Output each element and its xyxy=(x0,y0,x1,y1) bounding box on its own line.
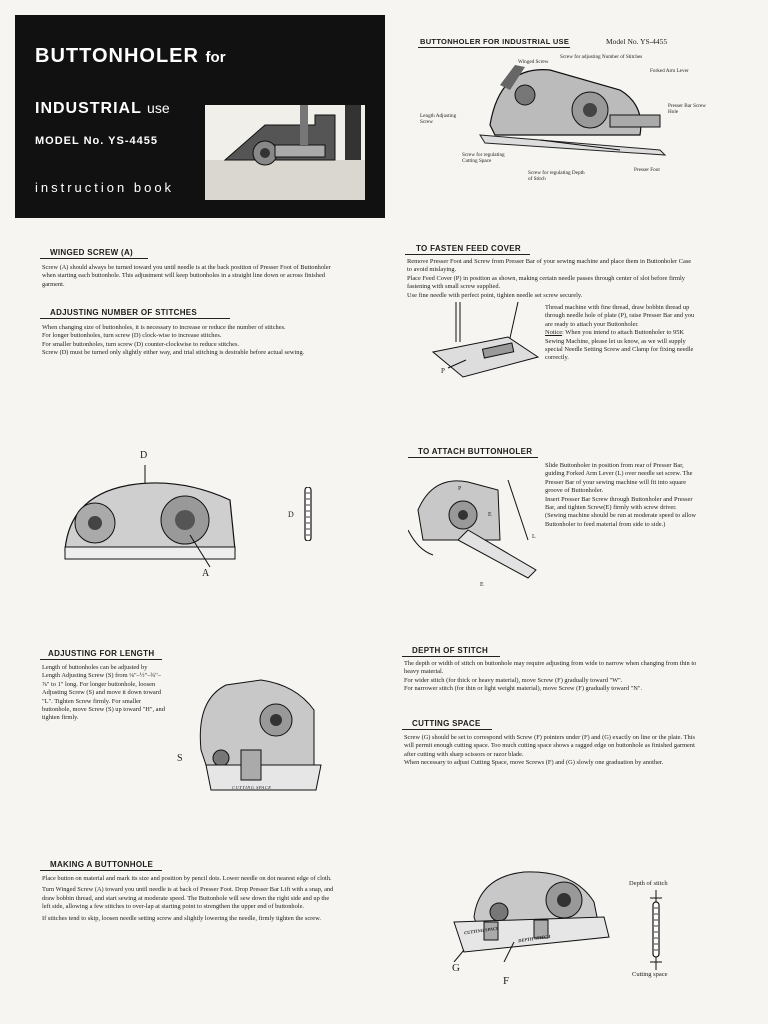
attach-fig-label-e: E xyxy=(488,512,492,518)
stitches-heading: ADJUSTING NUMBER OF STITCHES xyxy=(50,308,198,317)
making-para: If stitches tend to skip, loosen needle setting screw and slightly lowering the needle, firmly tighten the screw. xyxy=(42,914,321,922)
stitch-adjuster-figure xyxy=(60,455,240,570)
feed-cover-notice xyxy=(545,329,698,363)
winged-screw-heading: WINGED SCREW (A) xyxy=(50,248,134,257)
cutting-line: Screw (G) should be set to correspond with Screw (F) pointers under (F) and (G) exactly on line or the plate. This will permit enough cutting space. Too much cutting space shows a ragged edge on buttonhole as finished garment after cutting with sharp scissors or razor blade. xyxy=(404,734,695,758)
cutting-rule xyxy=(402,729,492,730)
label-length-adjusting: Length Adjusting Screw xyxy=(420,113,457,125)
notice-label: Notice xyxy=(545,329,563,337)
length-text: Length of buttonholes can be adjusted by Length Adjusting Screw (S) from ⅛"–½"–¾"–⅞" to 1" long. For longer buttonhole, loosen Adjusting Screw (S) and move it down toward "L". Tighten Screw firmly. For smaller buttonhole, move Screw (S) up toward "H", and tighten firmly. xyxy=(42,664,165,722)
length-fig-caption: CUTTING SPACE xyxy=(232,785,272,790)
depth-line: For wider stitch (for thick or heavy material), move Screw (F) gradually toward "W". xyxy=(404,676,623,684)
making-text xyxy=(42,875,337,923)
attach-line: Insert Presser Bar Screw through Buttonholer and Presser Bar, and tighten Screw(E) firmly with screw driver. xyxy=(545,495,693,512)
cutting-heading: CUTTING SPACE xyxy=(412,719,481,728)
stitch-column-figure xyxy=(303,487,313,541)
label-forked-arm: Forked Arm Lever xyxy=(650,68,689,74)
length-adjuster-figure xyxy=(186,670,326,795)
feed-cover-rule xyxy=(405,254,530,255)
attach-fig-label-l: L xyxy=(532,534,536,540)
notice-text: : When you intend to attach Buttonholer to 95K Sewing Machine, please let us know, as we will supply special Needle Setting Screw and Clamp for fixing needle correctly. xyxy=(545,329,694,362)
attach-line: (Sewing machine should be run at moderate speed to allow Buttonholer to feed material from side to side.) xyxy=(545,512,697,528)
feed-cover-heading: TO FASTEN FEED COVER xyxy=(416,244,521,253)
fig-label-d: D xyxy=(140,450,148,461)
label-cutting-space: Screw for regulating Cutting Space xyxy=(462,152,505,164)
winged-screw-text: Screw (A) should always be turned toward you until needle is at the back position of Presser Foot of Buttonholer when starting each buttonhole. This adjustment will keep buttonholes in a straight line down or across finished garment. xyxy=(42,264,331,288)
stitches-line: Screw (D) must be turned only slightly either way, and trial stitching is desirable before actual sewing. xyxy=(42,349,305,357)
attach-figure xyxy=(408,470,540,582)
attach-fig-label-e2: E xyxy=(480,582,484,588)
cover-title-for: for xyxy=(205,49,226,66)
attach-line: Slide Buttonholer in position from rear of Presser Bar, guiding Forked Arm Lever (L) over needle set screw. The Presser Bar of your sewing machine will fit into square groove of Buttonholer. xyxy=(545,462,693,495)
length-rule xyxy=(40,659,162,660)
cover-title xyxy=(35,45,226,68)
cover-line2-use: use xyxy=(147,100,170,116)
stitches-rule xyxy=(40,318,230,319)
attach-heading: TO ATTACH BUTTONHOLER xyxy=(418,447,533,456)
plate-text-depth: DEPTH STITCH xyxy=(517,933,551,944)
stitches-line: For smaller buttonholes, turn screw (D) counter-clockwise to reduce stitches. xyxy=(42,340,240,348)
stitches-line: When changing size of buttonholes, it is necessary to increase or reduce the number of stitches. xyxy=(42,324,286,331)
feed-cover-line: Remove Presser Foot and Screw from Presser Bar of your sewing machine and place them in Buttonholer Case to avoid mislaying. xyxy=(407,258,692,274)
feed-cover-fig-label: P xyxy=(441,367,445,375)
plate-text-cutting: CUTTING SPACE xyxy=(463,925,500,936)
label-presser-bar-hole: Presser Bar Screw Hole xyxy=(668,103,707,115)
feed-cover-line: Place Feed Cover (P) in position as shown, making certain needle passes through center of slot before firmly fastening with small screw supplied. xyxy=(407,274,685,291)
cutting-line: When necessary to adjust Cutting Space, move Screws (F) and (G) slowly one graduation by another. xyxy=(404,759,664,767)
cover-line2-main: INDUSTRIAL xyxy=(35,100,142,117)
diagram-title: BUTTONHOLER FOR INDUSTRIAL USE xyxy=(420,37,570,46)
depth-text xyxy=(404,660,700,694)
cover-book-label: instruction book xyxy=(35,180,175,195)
attach-fig-label-p: P xyxy=(458,486,462,492)
making-para: Place button on material and mark its size and position by pencil dots. Lower needle on dot nearest edge of cloth. xyxy=(42,875,332,882)
fig-label-d2: D xyxy=(288,510,294,519)
winged-screw-rule xyxy=(40,258,148,259)
depth-heading: DEPTH OF STITCH xyxy=(412,646,489,655)
depth-of-stitch-label: Depth of stitch xyxy=(629,880,668,887)
cover-subtitle xyxy=(35,100,170,118)
feed-cover-text xyxy=(407,258,697,300)
bottom-fig-label-g: G xyxy=(452,962,460,974)
stitches-text xyxy=(42,324,337,358)
attach-text xyxy=(545,462,698,529)
depth-line: For narrower stitch (for thin or light weight material), move Screw (F) gradually toward "N". xyxy=(404,685,643,693)
making-para: Turn Winged Screw (A) toward you until needle is at back of Presser Foot. Drop Presser Bar Lift with a snap, and draw bobbin thread, and start sewing at moderate speed. The Buttonhole will sew down the right side and up the left side, allowing a few stitches to over-lap at starting point to strengthen the upper end of buttonhole. xyxy=(42,886,334,911)
sewing-machine-illustration xyxy=(205,105,365,200)
diagram-model: Model No. YS-4455 xyxy=(606,37,668,46)
diagram-title-rule xyxy=(418,47,570,48)
label-depth-stitch: Screw for regulating Depth of Stitch xyxy=(528,170,585,182)
length-heading: ADJUSTING FOR LENGTH xyxy=(48,649,155,658)
bottom-fig-label-f: F xyxy=(503,975,510,987)
cover-title-main: BUTTONHOLER xyxy=(35,45,199,67)
stitch-column-bottom xyxy=(648,890,664,970)
cutting-space-label: Cutting space xyxy=(632,971,668,978)
attach-rule xyxy=(408,457,538,458)
cover-machine-photo xyxy=(205,105,365,200)
stitches-line: For longer buttonholes, turn screw (D) clock-wise to increase stitches. xyxy=(42,332,222,340)
feed-cover-line: Use fine needle with perfect point, tighten needle set screw securely. xyxy=(407,291,583,299)
cover-model: MODEL No. YS-4455 xyxy=(35,135,158,147)
making-rule xyxy=(40,870,162,871)
label-screw-stitches: Screw for adjusting Number of Stitches xyxy=(560,54,643,60)
depth-rule xyxy=(402,656,500,657)
label-presser-foot: Presser Foot xyxy=(634,167,660,173)
making-heading: MAKING A BUTTONHOLE xyxy=(50,860,154,869)
depth-line: The depth or width of stitch on buttonhole may require adjusting from wide to narrow when changing from thin to heavy material. xyxy=(404,660,697,676)
feed-cover-side-para: Thread machine with fine thread, draw bobbin thread up through needle hole of plate (P), raise Presser Bar and you are ready to attach your Buttonholer. xyxy=(545,304,695,328)
cutting-depth-figure xyxy=(444,862,614,962)
length-fig-label-s: S xyxy=(177,753,183,764)
feed-cover-side-text xyxy=(545,304,698,363)
cutting-text xyxy=(404,734,700,768)
cover-panel xyxy=(15,15,385,218)
fig-label-a: A xyxy=(202,568,210,579)
label-winged-screw: Winged Screw xyxy=(518,59,549,65)
